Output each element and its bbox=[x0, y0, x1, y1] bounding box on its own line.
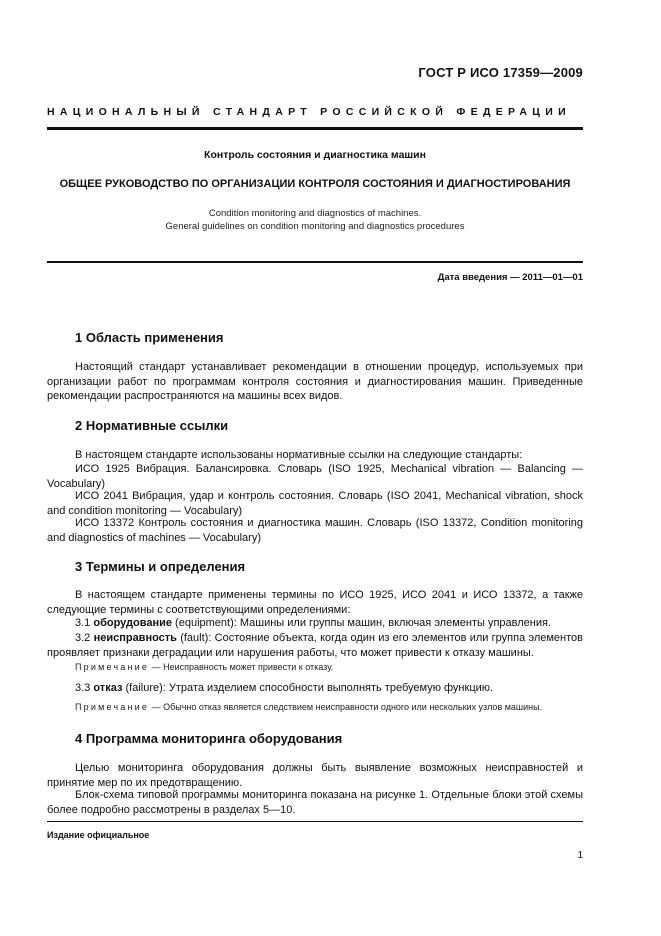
term-3-2-definition: (fault): Состояние объекта, когда один из его элементов или группа элементов проявляет признаки деградации или нарушения работы, что может привести к отказу машины. bbox=[47, 632, 583, 659]
footer-rule bbox=[47, 821, 583, 822]
note-2-text: — Обычно отказ является следствием неисправности одного или нескольких узлов машины. bbox=[151, 702, 543, 712]
reference-2 bbox=[47, 489, 583, 518]
reference-3-text: ИСО 13372 Контроль состояния и диагностика машин. Словарь (ISO 13372, Condition monitoring and diagnostics of machines — Vocabulary) bbox=[47, 517, 583, 544]
section-3-heading: 3 Термины и определения bbox=[75, 559, 246, 574]
term-3-2 bbox=[47, 631, 583, 660]
title-rule bbox=[47, 261, 583, 263]
section-3-intro-text: В настоящем стандарте применены термины по ИСО 1925, ИСО 2041 и ИСО 13372, а также следующие термины с соответствующими определениями: bbox=[47, 589, 583, 616]
section-4-text-1: Целью мониторинга оборудования должны быть выявление возможных неисправностей и принятие мер по их предотвращению. bbox=[47, 762, 583, 789]
term-3-2-name: неисправность bbox=[93, 632, 177, 644]
section-1-heading: 1 Область применения bbox=[75, 330, 224, 345]
term-3-3-number: 3.3 bbox=[75, 682, 91, 694]
note-2-label: Примечание bbox=[75, 702, 150, 712]
term-3-3-name: отказ bbox=[93, 682, 123, 694]
section-3-intro bbox=[47, 588, 583, 617]
official-edition-label: Издание официальное bbox=[47, 830, 150, 840]
reference-3 bbox=[47, 516, 583, 545]
document-title: ОБЩЕЕ РУКОВОДСТВО ПО ОРГАНИЗАЦИИ КОНТРОЛЯ СОСТОЯНИЯ И ДИАГНОСТИРОВАНИЯ bbox=[59, 178, 571, 190]
note-1-label: Примечание bbox=[75, 662, 150, 672]
term-3-1-number: 3.1 bbox=[75, 617, 91, 629]
introduction-date: Дата введения — 2011—01—01 bbox=[437, 272, 583, 283]
reference-1-text: ИСО 1925 Вибрация. Балансировка. Словарь (ISO 1925, Mechanical vibration — Balancing — Vocabulary) bbox=[47, 463, 583, 490]
reference-1 bbox=[47, 462, 583, 491]
term-3-3-definition: (failure): Утрата изделием способности выполнять требуемую функцию. bbox=[125, 682, 494, 694]
header-rule bbox=[47, 127, 583, 130]
section-4-text-2: Блок-схема типовой программы мониторинга показана на рисунке 1. Отдельные блоки этой схемы более подробно рассмотрены в разделах 5—10. bbox=[47, 789, 583, 816]
term-3-1-name: оборудование bbox=[93, 617, 172, 629]
section-4-paragraph-1 bbox=[47, 761, 583, 790]
national-standard-banner: НАЦИОНАЛЬНЫЙ СТАНДАРТ РОССИЙСКОЙ ФЕДЕРАЦИИ bbox=[47, 106, 571, 118]
document-subtitle: Контроль состояния и диагностика машин bbox=[204, 149, 426, 161]
section-4-heading: 4 Программа мониторинга оборудования bbox=[75, 731, 343, 746]
note-1-text: — Неисправность может привести к отказу. bbox=[151, 662, 334, 672]
section-2-heading: 2 Нормативные ссылки bbox=[75, 418, 229, 433]
section-2-intro bbox=[47, 448, 583, 463]
section-4-paragraph-2 bbox=[47, 788, 583, 817]
english-title-line2: General guidelines on condition monitoring and diagnostics procedures bbox=[165, 221, 465, 232]
english-title-line1: Condition monitoring and diagnostics of machines. bbox=[208, 208, 422, 219]
section-1-paragraph bbox=[47, 360, 583, 404]
note-1 bbox=[75, 662, 583, 672]
note-2 bbox=[75, 702, 583, 712]
term-3-2-number: 3.2 bbox=[75, 632, 91, 644]
page-number: 1 bbox=[577, 850, 583, 861]
standard-number: ГОСТ Р ИСО 17359—2009 bbox=[418, 65, 583, 80]
term-3-3 bbox=[47, 681, 583, 696]
term-3-1-definition: (equipment): Машины или группы машин, включая элементы управления. bbox=[175, 617, 552, 629]
section-2-intro-text: В настоящем стандарте использованы нормативные ссылки на следующие стандарты: bbox=[75, 449, 523, 461]
reference-2-text: ИСО 2041 Вибрация, удар и контроль состояния. Словарь (ISO 2041, Mechanical vibration, shock and condition monitoring — Vocabulary) bbox=[47, 490, 583, 517]
term-3-1 bbox=[47, 616, 583, 631]
section-1-text: Настоящий стандарт устанавливает рекомендации в отношении процедур, используемых при организации работ по программам контроля состояния и диагностирования машин. Приведенные рекомендации распространяются на машины всех видов. bbox=[47, 361, 583, 402]
